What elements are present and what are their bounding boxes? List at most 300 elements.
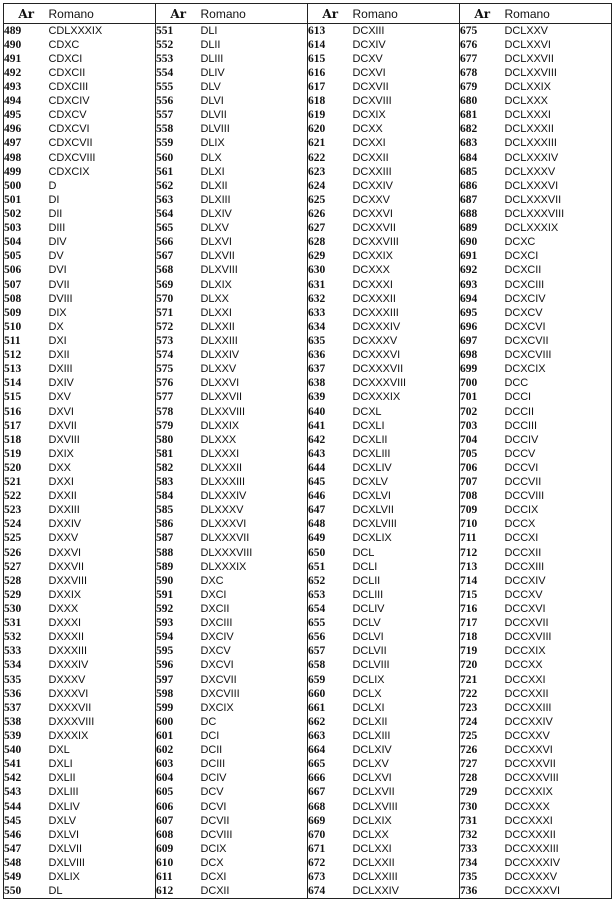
roman-numeral: DCCXXXV <box>504 871 557 884</box>
roman-numeral: DCLXVII <box>353 785 460 799</box>
arabic-number: 721 <box>460 673 478 686</box>
roman-numeral: DXLIX <box>49 870 156 884</box>
roman-numeral: DCCVIII <box>504 490 545 503</box>
arabic-number: 552 <box>156 38 174 51</box>
arabic-number: 581 <box>156 447 174 460</box>
arabic-number: 567 <box>156 250 174 263</box>
roman-numeral: DCXXIII <box>353 165 460 179</box>
arabic-number: 712 <box>460 546 478 559</box>
roman-numeral: DVIII <box>49 292 156 306</box>
roman-numeral: DXVI <box>49 404 156 418</box>
roman-numeral: DCV <box>201 785 308 799</box>
roman-numeral: DXCIV <box>201 630 308 644</box>
arabic-number: 728 <box>460 772 478 785</box>
arabic-number: 618 <box>308 95 326 108</box>
roman-numeral: DXCVII <box>201 673 308 687</box>
arabic-number: 555 <box>156 80 174 93</box>
roman-numeral: DXLII <box>49 771 156 785</box>
roman-numeral: DCXIII <box>353 24 460 38</box>
arabic-number: 660 <box>308 687 326 700</box>
arabic-number: 617 <box>308 80 326 93</box>
roman-numeral: DCXXIX <box>353 249 460 263</box>
roman-numeral: DLXXIV <box>201 348 308 362</box>
arabic-number: 510 <box>4 320 22 333</box>
arabic-number: 571 <box>156 306 174 319</box>
header-ar: Ar <box>460 4 505 24</box>
roman-numeral: DCXX <box>353 122 460 136</box>
table-row <box>4 842 612 856</box>
roman-numeral: DLI <box>201 24 308 38</box>
arabic-number: 644 <box>308 461 326 474</box>
arabic-number: 723 <box>460 701 478 714</box>
roman-numeral: DCXXXVII <box>353 362 460 376</box>
roman-numeral: DCVII <box>201 814 308 828</box>
roman-numeral: DCXII <box>201 884 308 898</box>
table-row <box>4 193 612 207</box>
roman-numeral: DCLXXII <box>353 856 460 870</box>
table-row <box>4 390 612 404</box>
arabic-number: 634 <box>308 320 326 333</box>
arabic-number: 539 <box>4 730 22 743</box>
roman-numeral: DLXXVII <box>201 390 308 404</box>
roman-numeral: DCXLI <box>353 419 460 433</box>
arabic-number: 678 <box>460 66 478 79</box>
arabic-number: 686 <box>460 179 478 192</box>
arabic-number: 595 <box>156 645 174 658</box>
roman-numeral: DCLVI <box>353 630 460 644</box>
roman-numeral: DXX <box>49 461 156 475</box>
arabic-number: 610 <box>156 857 174 869</box>
arabic-number: 557 <box>156 109 174 122</box>
table-row <box>4 616 612 630</box>
table-row <box>4 419 612 433</box>
roman-numeral: DCLXXXIV <box>504 151 559 164</box>
roman-numeral: DXXXVI <box>49 687 156 701</box>
roman-numeral: DIX <box>49 306 156 320</box>
table-row <box>4 66 612 80</box>
roman-numeral: DXXI <box>49 475 156 489</box>
arabic-number: 514 <box>4 377 22 390</box>
roman-numeral: DLXXXVII <box>201 531 308 545</box>
roman-numeral: DCCIII <box>504 419 537 432</box>
roman-numeral: DXC <box>201 574 308 588</box>
arabic-number: 729 <box>460 786 478 799</box>
table-row <box>4 320 612 334</box>
roman-numeral: DCXCI <box>504 250 539 263</box>
arabic-number: 548 <box>4 857 22 869</box>
arabic-number: 631 <box>308 278 326 291</box>
arabic-number: 536 <box>4 687 22 700</box>
arabic-number: 651 <box>308 560 326 573</box>
arabic-number: 684 <box>460 151 478 164</box>
arabic-number: 524 <box>4 518 22 531</box>
arabic-number: 520 <box>4 461 22 474</box>
table-row <box>4 785 612 799</box>
arabic-number: 687 <box>460 193 478 206</box>
roman-numeral: DCXXVI <box>353 207 460 221</box>
roman-numeral: DXII <box>49 348 156 362</box>
arabic-number: 667 <box>308 786 326 799</box>
table-row <box>4 503 612 517</box>
arabic-number: 525 <box>4 532 22 545</box>
roman-numeral: DLXV <box>201 221 308 235</box>
arabic-number: 544 <box>4 800 22 813</box>
arabic-number: 673 <box>308 871 326 884</box>
arabic-number: 495 <box>4 109 22 122</box>
arabic-number: 522 <box>4 490 22 503</box>
roman-numeral: DCCXXXIV <box>504 857 560 869</box>
roman-numeral: DXXXVII <box>49 701 156 715</box>
table-row <box>4 235 612 249</box>
roman-numeral: DXVIII <box>49 433 156 447</box>
roman-numeral: DIV <box>49 235 156 249</box>
roman-numeral: DLIII <box>201 52 308 66</box>
roman-numeral: DCXLIV <box>353 461 460 475</box>
arabic-number: 732 <box>460 828 478 841</box>
arabic-number: 691 <box>460 250 478 263</box>
arabic-number: 696 <box>460 320 478 333</box>
table-body <box>4 24 612 899</box>
roman-numeral: DCLII <box>353 574 460 588</box>
roman-numeral: DCCII <box>504 405 534 418</box>
roman-numeral: DCCXXIII <box>504 701 552 714</box>
arabic-number: 722 <box>460 687 478 700</box>
roman-numeral: DV <box>49 249 156 263</box>
roman-numeral: DCCXVI <box>504 603 546 616</box>
roman-numeral: DXLIV <box>49 800 156 814</box>
arabic-number: 697 <box>460 334 478 347</box>
roman-numeral: CDXC <box>49 38 156 52</box>
arabic-number: 490 <box>4 38 22 51</box>
roman-numeral: DXLI <box>49 757 156 771</box>
arabic-number: 620 <box>308 123 326 136</box>
arabic-number: 626 <box>308 207 326 220</box>
roman-numeral: DXLIII <box>49 785 156 799</box>
roman-numeral: DLII <box>201 38 308 52</box>
table-row <box>4 814 612 828</box>
arabic-number: 527 <box>4 560 22 573</box>
roman-numeral: DXXXIII <box>49 644 156 658</box>
arabic-number: 698 <box>460 349 478 362</box>
arabic-number: 516 <box>4 405 22 418</box>
roman-numeral: DCI <box>201 729 308 743</box>
roman-numeral: DCIX <box>201 842 308 856</box>
arabic-number: 612 <box>156 885 174 898</box>
arabic-number: 511 <box>4 334 21 347</box>
roman-numeral: DXXIII <box>49 503 156 517</box>
roman-numeral: DXLVI <box>49 828 156 842</box>
roman-numeral: DCXCV <box>504 306 543 319</box>
arabic-number: 547 <box>4 842 22 855</box>
roman-numeral: DCCXXII <box>504 687 549 700</box>
table-row <box>4 277 612 291</box>
arabic-number: 663 <box>308 730 326 743</box>
roman-numeral: DCCXIII <box>504 560 545 573</box>
arabic-number: 613 <box>308 24 326 37</box>
arabic-number: 611 <box>156 871 173 884</box>
arabic-number: 569 <box>156 278 174 291</box>
table-row <box>4 771 612 785</box>
arabic-number: 584 <box>156 490 174 503</box>
roman-numeral: DLXXXIX <box>201 560 308 574</box>
arabic-number: 517 <box>4 419 22 432</box>
arabic-number: 704 <box>460 433 478 446</box>
roman-numeral: DCCXI <box>504 532 539 545</box>
roman-numeral: DXCI <box>201 588 308 602</box>
arabic-number: 576 <box>156 377 174 390</box>
roman-numeral: DLXXVIII <box>201 404 308 418</box>
table-row <box>4 475 612 489</box>
arabic-number: 650 <box>308 546 326 559</box>
table-row <box>4 122 612 136</box>
arabic-number: 710 <box>460 518 478 531</box>
roman-numeral: DCLXI <box>353 701 460 715</box>
table-row <box>4 800 612 814</box>
arabic-number: 605 <box>156 786 174 799</box>
roman-numeral: DCXLIX <box>353 531 460 545</box>
roman-numeral: CDXCVI <box>49 122 156 136</box>
arabic-number: 601 <box>156 730 174 743</box>
roman-numeral: CDXCV <box>49 108 156 122</box>
arabic-number: 614 <box>308 38 326 51</box>
header-romano: Romano <box>49 4 156 24</box>
table-row <box>4 574 612 588</box>
arabic-number: 498 <box>4 151 22 164</box>
arabic-number: 636 <box>308 349 326 362</box>
table-row <box>4 376 612 390</box>
arabic-number: 513 <box>4 363 22 376</box>
arabic-number: 668 <box>308 800 326 813</box>
roman-numeral: DCLXX <box>353 828 460 842</box>
arabic-number: 725 <box>460 730 478 743</box>
arabic-number: 689 <box>460 222 478 235</box>
roman-numeral: DXXXII <box>49 630 156 644</box>
roman-numeral: DXV <box>49 390 156 404</box>
roman-numeral: DLIV <box>201 66 308 80</box>
roman-numeral: DCIV <box>201 771 308 785</box>
table-row <box>4 588 612 602</box>
roman-numeral: DLXX <box>201 292 308 306</box>
roman-numeral: DCIII <box>201 757 308 771</box>
arabic-number: 645 <box>308 476 326 489</box>
arabic-number: 701 <box>460 391 478 404</box>
roman-numeral: DLXVIII <box>201 263 308 277</box>
roman-numeral: DCLI <box>353 560 460 574</box>
arabic-number: 654 <box>308 603 326 616</box>
arabic-number: 655 <box>308 617 326 630</box>
roman-numeral: DCLXXX <box>504 95 548 108</box>
arabic-number: 575 <box>156 363 174 376</box>
arabic-number: 585 <box>156 504 174 517</box>
arabic-number: 528 <box>4 574 22 587</box>
table-row <box>4 531 612 545</box>
arabic-number: 718 <box>460 631 478 644</box>
roman-numeral: DXXX <box>49 602 156 616</box>
roman-numeral: DCXXXVI <box>353 348 460 362</box>
roman-numeral: DLVIII <box>201 122 308 136</box>
arabic-number: 565 <box>156 222 174 235</box>
roman-numeral: DCLXXVII <box>504 52 554 65</box>
arabic-number: 633 <box>308 306 326 319</box>
roman-numeral: DCLXXXIII <box>504 137 557 150</box>
roman-numeral: DCXLVII <box>353 503 460 517</box>
arabic-number: 580 <box>156 433 174 446</box>
roman-numeral: DCVI <box>201 800 308 814</box>
arabic-number: 603 <box>156 758 174 771</box>
arabic-number: 497 <box>4 137 22 150</box>
roman-numeral: DCXXXI <box>353 277 460 291</box>
table-row <box>4 24 612 38</box>
roman-numeral: DLIX <box>201 136 308 150</box>
arabic-number: 692 <box>460 264 478 277</box>
arabic-number: 690 <box>460 236 478 249</box>
roman-numeral: D <box>49 179 156 193</box>
roman-numeral: DLXXXVIII <box>201 546 308 560</box>
roman-numeral: DLXXXV <box>201 503 308 517</box>
arabic-number: 629 <box>308 250 326 263</box>
arabic-number: 736 <box>460 885 478 898</box>
arabic-number: 508 <box>4 292 22 305</box>
arabic-number: 594 <box>156 631 174 644</box>
arabic-number: 703 <box>460 419 478 432</box>
arabic-number: 619 <box>308 109 326 122</box>
roman-numeral: DCXIV <box>353 38 460 52</box>
arabic-number: 677 <box>460 52 478 65</box>
roman-numeral: DCCV <box>504 447 536 460</box>
table-row <box>4 221 612 235</box>
table-row <box>4 687 612 701</box>
roman-numeral: DCXXXVIII <box>353 376 460 390</box>
arabic-number: 589 <box>156 560 174 573</box>
arabic-number: 642 <box>308 433 326 446</box>
roman-numeral: DCLIII <box>353 588 460 602</box>
roman-numeral: DXIV <box>49 376 156 390</box>
table-row <box>4 701 612 715</box>
arabic-number: 538 <box>4 715 22 728</box>
arabic-number: 568 <box>156 264 174 277</box>
arabic-number: 659 <box>308 673 326 686</box>
table-row <box>4 743 612 757</box>
roman-numeral: DCXXXIII <box>353 306 460 320</box>
roman-numeral: DCLXXXVII <box>504 193 562 206</box>
arabic-number: 705 <box>460 447 478 460</box>
arabic-number: 624 <box>308 179 326 192</box>
arabic-number: 699 <box>460 363 478 376</box>
arabic-number: 599 <box>156 701 174 714</box>
arabic-number: 717 <box>460 617 478 630</box>
roman-numeral: DXXXVIII <box>49 715 156 729</box>
roman-numeral: DCCXXXI <box>504 814 553 827</box>
arabic-number: 616 <box>308 66 326 79</box>
arabic-number: 652 <box>308 574 326 587</box>
arabic-number: 679 <box>460 80 478 93</box>
arabic-number: 554 <box>156 66 174 79</box>
roman-numeral: DCCXXIV <box>504 715 553 728</box>
arabic-number: 598 <box>156 687 174 700</box>
arabic-number: 500 <box>4 179 22 192</box>
arabic-number: 549 <box>4 871 22 884</box>
roman-numeral: DCCXXVI <box>504 744 553 757</box>
roman-numeral: DLXXX <box>201 433 308 447</box>
arabic-number: 502 <box>4 207 22 220</box>
arabic-number: 653 <box>308 588 326 601</box>
arabic-number: 615 <box>308 52 326 65</box>
roman-numeral: DCLXXVIII <box>504 66 557 79</box>
roman-numeral: DCCVII <box>504 476 542 489</box>
arabic-number: 583 <box>156 476 174 489</box>
roman-numeral: DLXXXIII <box>201 475 308 489</box>
arabic-number: 590 <box>156 574 174 587</box>
roman-numeral: DCXXXII <box>353 292 460 306</box>
arabic-number: 530 <box>4 603 22 616</box>
arabic-number: 676 <box>460 38 478 51</box>
arabic-number: 582 <box>156 461 174 474</box>
roman-numeral: DCLXXI <box>353 842 460 856</box>
roman-numeral: DCXXXIV <box>353 320 460 334</box>
roman-numeral: DXXXIX <box>49 729 156 743</box>
table-row <box>4 715 612 729</box>
table-row <box>4 729 612 743</box>
table-row <box>4 306 612 320</box>
arabic-number: 625 <box>308 193 326 206</box>
arabic-number: 553 <box>156 52 174 65</box>
arabic-number: 532 <box>4 631 22 644</box>
arabic-number: 506 <box>4 264 22 277</box>
arabic-number: 570 <box>156 292 174 305</box>
roman-numeral: DCXXV <box>353 193 460 207</box>
roman-numeral: DC <box>201 715 308 729</box>
roman-numeral: DCLIX <box>353 673 460 687</box>
arabic-number: 534 <box>4 659 22 672</box>
table-row <box>4 150 612 164</box>
table-row <box>4 263 612 277</box>
arabic-number: 550 <box>4 885 22 898</box>
roman-numeral: DXXXV <box>49 673 156 687</box>
roman-numeral: DCXVIII <box>353 94 460 108</box>
arabic-number: 711 <box>460 532 477 545</box>
arabic-number: 730 <box>460 800 478 813</box>
header-ar: Ar <box>156 4 201 24</box>
arabic-number: 665 <box>308 758 326 771</box>
roman-numeral: DXLVIII <box>49 856 156 870</box>
roman-numeral: DXCVIII <box>201 687 308 701</box>
roman-numeral: DCLXV <box>353 757 460 771</box>
roman-numeral: DVI <box>49 263 156 277</box>
arabic-number: 632 <box>308 292 326 305</box>
arabic-number: 493 <box>4 80 22 93</box>
roman-numeral: DCCXXXIII <box>504 842 559 855</box>
roman-numeral: DLXXII <box>201 320 308 334</box>
roman-numeral: DCX <box>201 856 308 870</box>
table-row <box>4 179 612 193</box>
roman-numeral: DLXXI <box>201 306 308 320</box>
roman-numeral: CDXCII <box>49 66 156 80</box>
roman-numeral: DCXXXV <box>353 334 460 348</box>
arabic-number: 572 <box>156 320 174 333</box>
roman-numeral: DCXCVIII <box>504 349 552 362</box>
arabic-number: 731 <box>460 814 478 827</box>
arabic-number: 733 <box>460 842 478 855</box>
arabic-number: 609 <box>156 842 174 855</box>
roman-numeral: DII <box>49 207 156 221</box>
roman-numeral: DCXXIV <box>353 179 460 193</box>
arabic-number: 734 <box>460 857 478 869</box>
arabic-number: 556 <box>156 95 174 108</box>
header-row <box>4 4 612 24</box>
roman-numeral: DLX <box>201 150 308 164</box>
roman-numeral: DCCXXXVI <box>504 885 560 898</box>
table-row <box>4 292 612 306</box>
